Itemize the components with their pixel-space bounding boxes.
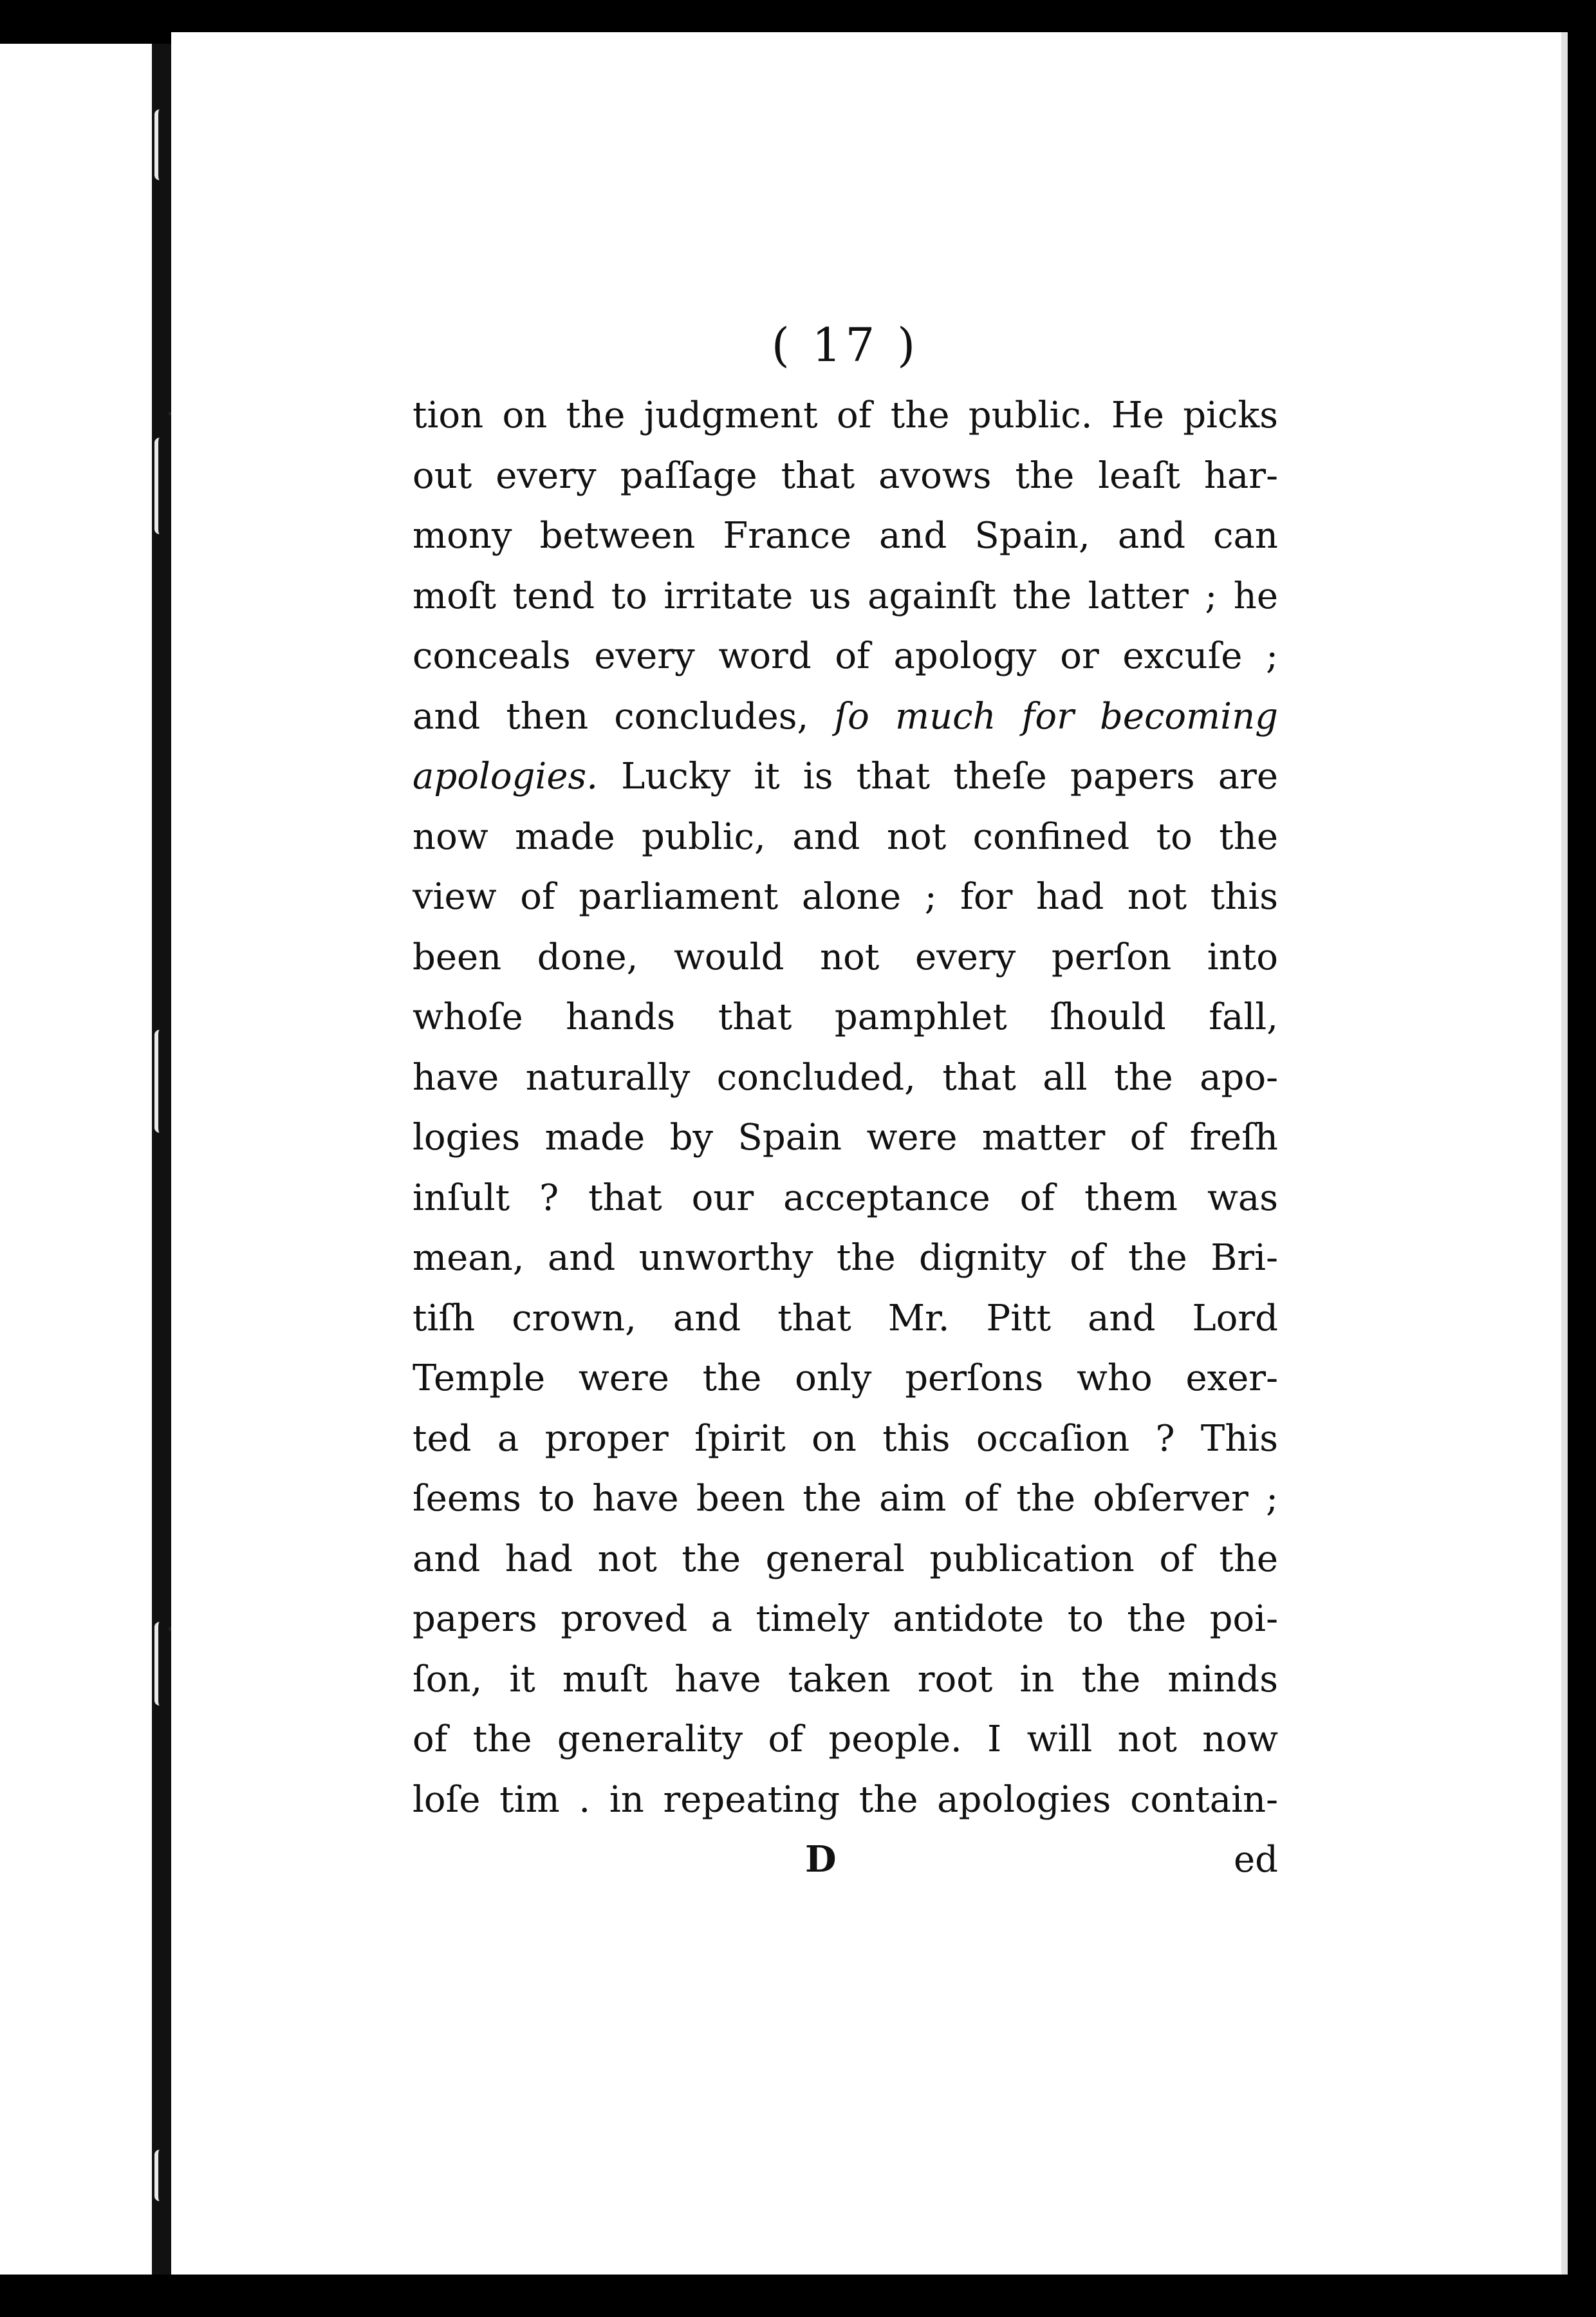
text-line: view of parliament alone ; for had not this [413, 876, 1278, 918]
text-line: conceals every word of apology or excuſe ; [413, 635, 1278, 677]
binding-thread [154, 1622, 169, 1706]
text-line: tion on the judgment of the public. He picks [413, 395, 1278, 436]
text-line: whoſe hands that pamphlet ſhould fall, [413, 996, 1278, 1038]
book-page [171, 32, 1568, 2275]
text-line [413, 687, 1278, 747]
catchword: ed [1234, 1839, 1278, 1881]
text-line: papers proved a timely antidote to the poi- [413, 1598, 1278, 1640]
binding-thread [154, 109, 169, 180]
text-segment: Lucky it is that theſe papers are [621, 756, 1278, 797]
text-line: now made public, and not confined to the [413, 815, 1278, 858]
text-line: logies made by Spain were matter of freſh [413, 1117, 1278, 1158]
text-line: ſeems to have been the aim of the obſerver ; [413, 1478, 1278, 1520]
page-number: ( 17 ) [771, 318, 920, 372]
text-line: ſon, it muſt have taken root in the minds [413, 1658, 1278, 1700]
text-line: mean, and unworthy the dignity of the Bri- [413, 1237, 1278, 1279]
italic-quotation: apologies. [413, 756, 598, 797]
binding-thread [154, 438, 169, 534]
signature-mark: D [805, 1838, 837, 1881]
text-line: ted a proper ſpirit on this occaſion ? This [413, 1417, 1278, 1460]
text-line: out every paſſage that avows the leaſt har- [413, 454, 1278, 497]
adjacent-page-edge [0, 44, 152, 2275]
page-footer [413, 1830, 1278, 1890]
text-line: of the generality of people. I will not now [413, 1718, 1278, 1760]
text-line: and had not the general publication of the [413, 1538, 1278, 1580]
page-text [413, 310, 1278, 1890]
text-line: tiſh crown, and that Mr. Pitt and Lord [413, 1297, 1278, 1339]
text-line: inſult ? that our acceptance of them was [413, 1177, 1278, 1219]
text-line: mony between France and Spain, and can [413, 515, 1278, 557]
binding-thread [154, 1030, 169, 1133]
text-line: have naturally concluded, that all the apo- [413, 1056, 1278, 1099]
binding-thread [154, 2150, 169, 2201]
text-line: moſt tend to irritate us againſt the latter ; he [413, 575, 1278, 617]
text-line: been done, would not every perſon into [413, 936, 1278, 978]
italic-quotation: ſo much for becoming [834, 695, 1278, 738]
binding-gutter [152, 44, 171, 2275]
text-line: loſe tim . in repeating the apologies contain- [413, 1778, 1278, 1821]
text-line: Temple were the only perſons who exer- [413, 1357, 1278, 1399]
text-segment: and then concludes, [413, 695, 809, 738]
text-line [413, 747, 1278, 807]
